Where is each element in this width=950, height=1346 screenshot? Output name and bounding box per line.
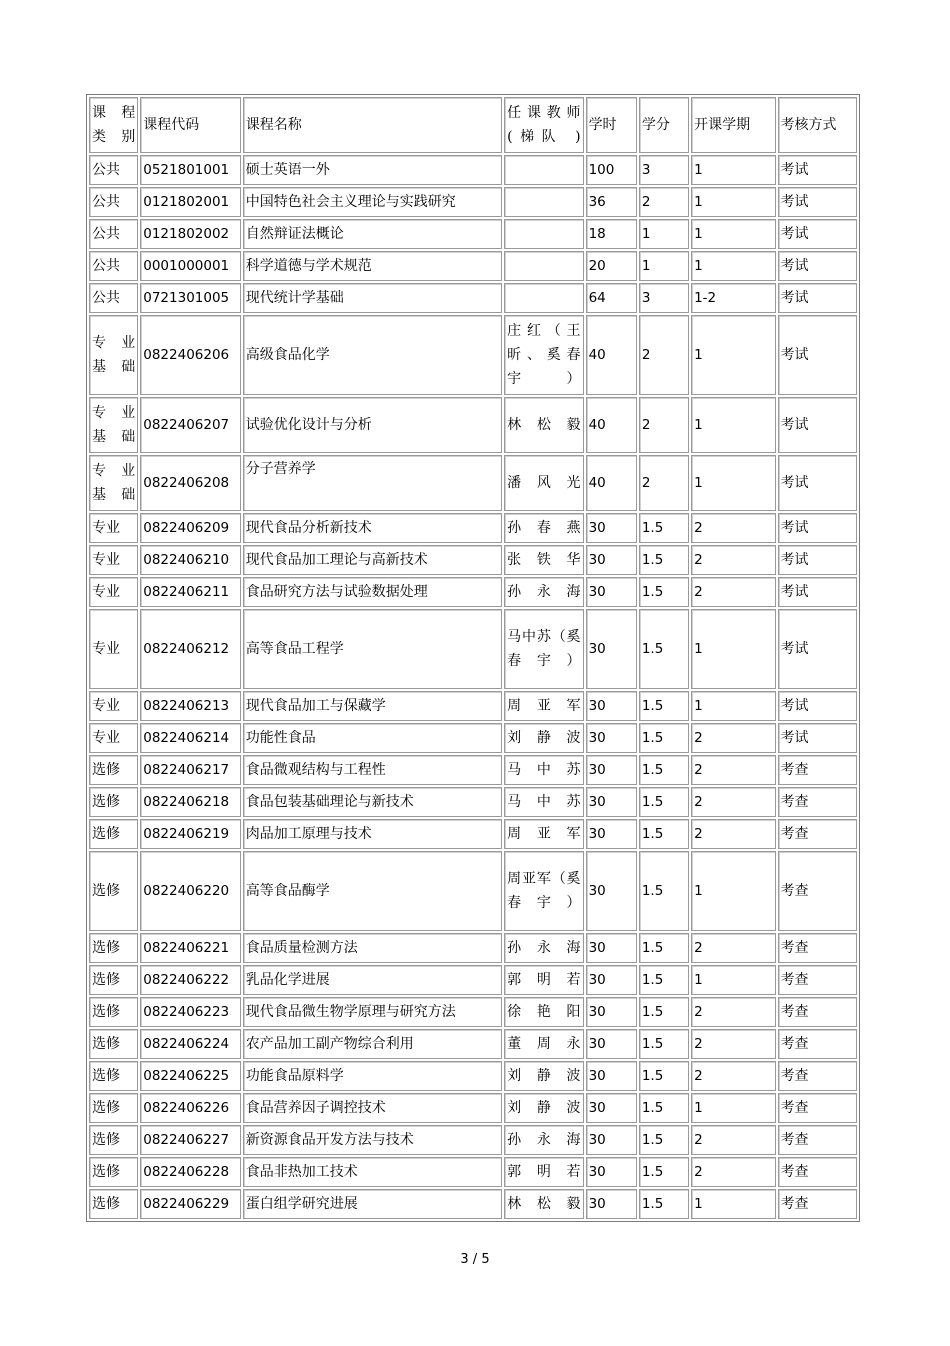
cell-teacher: 马中苏	[504, 787, 583, 817]
cell-hours: 30	[586, 997, 637, 1027]
header-semester: 开课学期	[691, 97, 775, 153]
cell-hours: 30	[586, 965, 637, 995]
cell-category: 公共	[89, 283, 138, 313]
cell-credits: 1.5	[639, 723, 689, 753]
cell-exam: 考试	[778, 187, 857, 217]
table-row	[89, 965, 857, 995]
cell-course-name: 现代统计学基础	[243, 283, 502, 313]
table-row	[89, 1093, 857, 1123]
table-row	[89, 155, 857, 185]
table-row	[89, 755, 857, 785]
cell-hours: 30	[586, 545, 637, 575]
cell-course-code: 0822406223	[140, 997, 241, 1027]
cell-course-code: 0822406224	[140, 1029, 241, 1059]
cell-course-name: 中国特色社会主义理论与实践研究	[243, 187, 502, 217]
cell-exam: 考试	[778, 315, 857, 395]
cell-course-code: 0822406210	[140, 545, 241, 575]
cell-category: 专 业 基础	[89, 315, 138, 395]
table-row	[89, 315, 857, 395]
cell-semester: 2	[691, 819, 775, 849]
cell-teacher: 董周永	[504, 1029, 583, 1059]
table-row	[89, 851, 857, 931]
cell-credits: 1.5	[639, 933, 689, 963]
cell-teacher: 林松毅	[504, 397, 583, 453]
cell-course-name: 现代食品分析新技术	[243, 513, 502, 543]
cell-hours: 30	[586, 577, 637, 607]
cell-credits: 2	[639, 397, 689, 453]
table-row	[89, 1029, 857, 1059]
cell-course-code: 0822406214	[140, 723, 241, 753]
cell-credits: 1.5	[639, 851, 689, 931]
cell-hours: 30	[586, 1189, 637, 1219]
cell-semester: 2	[691, 933, 775, 963]
cell-course-code: 0822406228	[140, 1157, 241, 1187]
cell-exam: 考试	[778, 691, 857, 721]
cell-semester: 2	[691, 545, 775, 575]
cell-teacher: 孙永海	[504, 577, 583, 607]
cell-semester: 2	[691, 577, 775, 607]
cell-course-code: 0822406212	[140, 609, 241, 689]
cell-course-name: 功能食品原料学	[243, 1061, 502, 1091]
cell-category: 选修	[89, 997, 138, 1027]
cell-category: 选修	[89, 1029, 138, 1059]
cell-course-name: 功能性食品	[243, 723, 502, 753]
cell-credits: 1.5	[639, 755, 689, 785]
cell-category: 选修	[89, 1189, 138, 1219]
cell-course-code: 0822406209	[140, 513, 241, 543]
cell-category: 公共	[89, 187, 138, 217]
cell-hours: 30	[586, 1093, 637, 1123]
cell-teacher	[504, 219, 583, 249]
cell-course-name: 新资源食品开发方法与技术	[243, 1125, 502, 1155]
cell-teacher: 周亚军	[504, 819, 583, 849]
cell-course-code: 0822406229	[140, 1189, 241, 1219]
cell-hours: 36	[586, 187, 637, 217]
cell-course-name: 食品微观结构与工程性	[243, 755, 502, 785]
cell-semester: 1	[691, 455, 775, 511]
cell-teacher: 马中苏	[504, 755, 583, 785]
cell-semester: 1	[691, 219, 775, 249]
cell-category: 选修	[89, 1093, 138, 1123]
table-row	[89, 933, 857, 963]
cell-semester: 1	[691, 187, 775, 217]
cell-teacher: 林松毅	[504, 1189, 583, 1219]
table-row	[89, 723, 857, 753]
cell-course-name: 现代食品加工理论与高新技术	[243, 545, 502, 575]
cell-hours: 30	[586, 1125, 637, 1155]
cell-course-code: 0822406221	[140, 933, 241, 963]
cell-teacher: 周亚军（奚春宇）	[504, 851, 583, 931]
cell-course-code: 0822406220	[140, 851, 241, 931]
cell-exam: 考查	[778, 1189, 857, 1219]
cell-course-name: 肉品加工原理与技术	[243, 819, 502, 849]
table-row	[89, 251, 857, 281]
cell-course-name: 食品包装基础理论与新技术	[243, 787, 502, 817]
cell-course-name: 硕士英语一外	[243, 155, 502, 185]
cell-credits: 3	[639, 283, 689, 313]
cell-exam: 考试	[778, 219, 857, 249]
cell-category: 选修	[89, 965, 138, 995]
table-row	[89, 397, 857, 453]
cell-teacher: 孙永海	[504, 933, 583, 963]
cell-teacher: 庄红（王昕、奚春宇）	[504, 315, 583, 395]
cell-category: 公共	[89, 251, 138, 281]
cell-hours: 64	[586, 283, 637, 313]
cell-course-code: 0822406206	[140, 315, 241, 395]
cell-hours: 30	[586, 609, 637, 689]
cell-credits: 1.5	[639, 965, 689, 995]
cell-credits: 1	[639, 251, 689, 281]
cell-credits: 2	[639, 187, 689, 217]
cell-exam: 考试	[778, 513, 857, 543]
table-row	[89, 787, 857, 817]
cell-teacher: 孙永海	[504, 1125, 583, 1155]
cell-category: 选修	[89, 1157, 138, 1187]
cell-semester: 2	[691, 1029, 775, 1059]
cell-course-name: 现代食品加工与保藏学	[243, 691, 502, 721]
cell-category: 选修	[89, 1125, 138, 1155]
course-table-body	[89, 155, 857, 1219]
cell-hours: 20	[586, 251, 637, 281]
cell-hours: 30	[586, 755, 637, 785]
cell-credits: 1.5	[639, 513, 689, 543]
cell-category: 公共	[89, 155, 138, 185]
table-row	[89, 283, 857, 313]
cell-credits: 3	[639, 155, 689, 185]
cell-exam: 考查	[778, 787, 857, 817]
table-row	[89, 1189, 857, 1219]
cell-exam: 考查	[778, 997, 857, 1027]
cell-course-name: 农产品加工副产物综合利用	[243, 1029, 502, 1059]
cell-semester: 1-2	[691, 283, 775, 313]
table-row	[89, 455, 857, 511]
cell-exam: 考查	[778, 819, 857, 849]
cell-semester: 2	[691, 787, 775, 817]
cell-course-name: 食品营养因子调控技术	[243, 1093, 502, 1123]
cell-exam: 考试	[778, 397, 857, 453]
cell-exam: 考试	[778, 577, 857, 607]
cell-category: 选修	[89, 819, 138, 849]
cell-credits: 1.5	[639, 1029, 689, 1059]
table-row	[89, 513, 857, 543]
cell-course-name: 高级食品化学	[243, 315, 502, 395]
cell-category: 选修	[89, 1061, 138, 1091]
cell-semester: 2	[691, 997, 775, 1027]
cell-course-code: 0822406225	[140, 1061, 241, 1091]
cell-semester: 1	[691, 691, 775, 721]
cell-semester: 1	[691, 1093, 775, 1123]
cell-semester: 2	[691, 1125, 775, 1155]
cell-hours: 40	[586, 397, 637, 453]
cell-category: 公共	[89, 219, 138, 249]
cell-hours: 40	[586, 455, 637, 511]
header-category: 课 程 类别	[89, 97, 138, 153]
cell-exam: 考试	[778, 609, 857, 689]
cell-credits: 1.5	[639, 609, 689, 689]
cell-semester: 2	[691, 723, 775, 753]
course-table	[86, 94, 860, 1222]
table-row	[89, 691, 857, 721]
header-credits: 学分	[639, 97, 689, 153]
cell-course-name: 高等食品酶学	[243, 851, 502, 931]
cell-hours: 30	[586, 1029, 637, 1059]
table-row	[89, 1125, 857, 1155]
cell-credits: 2	[639, 455, 689, 511]
cell-category: 专业	[89, 577, 138, 607]
cell-course-code: 0822406219	[140, 819, 241, 849]
cell-exam: 考试	[778, 723, 857, 753]
cell-semester: 1	[691, 315, 775, 395]
header-hours: 学时	[586, 97, 637, 153]
cell-exam: 考查	[778, 1029, 857, 1059]
table-row	[89, 187, 857, 217]
cell-category: 专业	[89, 723, 138, 753]
cell-hours: 100	[586, 155, 637, 185]
cell-category: 选修	[89, 851, 138, 931]
cell-teacher	[504, 187, 583, 217]
cell-credits: 1.5	[639, 1157, 689, 1187]
cell-credits: 1.5	[639, 1061, 689, 1091]
cell-exam: 考查	[778, 1061, 857, 1091]
page-number: 3 / 5	[460, 1252, 490, 1267]
cell-credits: 2	[639, 315, 689, 395]
cell-course-code: 0121802001	[140, 187, 241, 217]
cell-course-name: 高等食品工程学	[243, 609, 502, 689]
table-row	[89, 219, 857, 249]
cell-exam: 考试	[778, 455, 857, 511]
cell-teacher: 张铁华	[504, 545, 583, 575]
cell-teacher: 孙春燕	[504, 513, 583, 543]
cell-semester: 1	[691, 251, 775, 281]
cell-exam: 考试	[778, 251, 857, 281]
cell-category: 专 业 基础	[89, 397, 138, 453]
cell-exam: 考查	[778, 1125, 857, 1155]
cell-teacher	[504, 251, 583, 281]
cell-course-name: 试验优化设计与分析	[243, 397, 502, 453]
cell-hours: 30	[586, 1157, 637, 1187]
table-row	[89, 1157, 857, 1187]
cell-course-code: 0822406208	[140, 455, 241, 511]
cell-semester: 1	[691, 397, 775, 453]
cell-teacher: 郭明若	[504, 1157, 583, 1187]
cell-semester: 1	[691, 965, 775, 995]
cell-credits: 1.5	[639, 1093, 689, 1123]
cell-category: 选修	[89, 755, 138, 785]
cell-course-name: 食品质量检测方法	[243, 933, 502, 963]
header-code: 课程代码	[140, 97, 241, 153]
header-row	[89, 97, 857, 153]
cell-semester: 2	[691, 1157, 775, 1187]
cell-credits: 1.5	[639, 1189, 689, 1219]
table-row	[89, 1061, 857, 1091]
cell-course-code: 0721301005	[140, 283, 241, 313]
cell-category: 选修	[89, 787, 138, 817]
cell-credits: 1.5	[639, 691, 689, 721]
cell-course-code: 0822406218	[140, 787, 241, 817]
table-row	[89, 819, 857, 849]
cell-course-name: 科学道德与学术规范	[243, 251, 502, 281]
cell-credits: 1.5	[639, 545, 689, 575]
cell-hours: 30	[586, 787, 637, 817]
cell-course-code: 0001000001	[140, 251, 241, 281]
cell-semester: 1	[691, 1189, 775, 1219]
cell-exam: 考查	[778, 1093, 857, 1123]
cell-hours: 30	[586, 691, 637, 721]
cell-course-code: 0822406217	[140, 755, 241, 785]
cell-course-code: 0822406226	[140, 1093, 241, 1123]
cell-credits: 1.5	[639, 787, 689, 817]
cell-category: 专业	[89, 545, 138, 575]
header-teacher: 任课教师(梯队 )	[504, 97, 583, 153]
cell-category: 专业	[89, 691, 138, 721]
cell-exam: 考试	[778, 283, 857, 313]
header-name: 课程名称	[243, 97, 502, 153]
cell-teacher: 刘静波	[504, 1061, 583, 1091]
cell-exam: 考查	[778, 965, 857, 995]
cell-course-code: 0822406207	[140, 397, 241, 453]
cell-exam: 考试	[778, 155, 857, 185]
cell-course-name: 食品研究方法与试验数据处理	[243, 577, 502, 607]
cell-category: 专业	[89, 513, 138, 543]
cell-course-code: 0822406227	[140, 1125, 241, 1155]
cell-teacher: 刘静波	[504, 1093, 583, 1123]
cell-teacher: 郭明若	[504, 965, 583, 995]
cell-teacher: 刘静波	[504, 723, 583, 753]
table-row	[89, 545, 857, 575]
cell-hours: 30	[586, 513, 637, 543]
cell-teacher: 周亚军	[504, 691, 583, 721]
cell-course-name: 蛋白组学研究进展	[243, 1189, 502, 1219]
cell-course-name: 食品非热加工技术	[243, 1157, 502, 1187]
cell-semester: 1	[691, 851, 775, 931]
cell-hours: 30	[586, 933, 637, 963]
cell-semester: 2	[691, 513, 775, 543]
cell-course-code: 0121802002	[140, 219, 241, 249]
cell-teacher	[504, 155, 583, 185]
cell-semester: 2	[691, 1061, 775, 1091]
cell-exam: 考试	[778, 545, 857, 575]
cell-hours: 40	[586, 315, 637, 395]
cell-hours: 18	[586, 219, 637, 249]
cell-course-name: 乳品化学进展	[243, 965, 502, 995]
cell-credits: 1.5	[639, 997, 689, 1027]
cell-course-code: 0822406213	[140, 691, 241, 721]
cell-course-name: 分子营养学	[243, 455, 502, 511]
cell-credits: 1.5	[639, 1125, 689, 1155]
cell-course-code: 0822406222	[140, 965, 241, 995]
cell-exam: 考查	[778, 851, 857, 931]
cell-semester: 2	[691, 755, 775, 785]
cell-category: 专 业 基础	[89, 455, 138, 511]
cell-hours: 30	[586, 819, 637, 849]
cell-exam: 考查	[778, 933, 857, 963]
cell-course-name: 自然辩证法概论	[243, 219, 502, 249]
cell-hours: 30	[586, 723, 637, 753]
cell-course-name: 现代食品微生物学原理与研究方法	[243, 997, 502, 1027]
cell-teacher: 潘风光	[504, 455, 583, 511]
header-exam: 考核方式	[778, 97, 857, 153]
table-row	[89, 577, 857, 607]
cell-teacher: 马中苏（奚春宇）	[504, 609, 583, 689]
cell-hours: 30	[586, 1061, 637, 1091]
cell-course-code: 0822406211	[140, 577, 241, 607]
cell-exam: 考查	[778, 1157, 857, 1187]
cell-credits: 1.5	[639, 577, 689, 607]
cell-semester: 1	[691, 609, 775, 689]
cell-credits: 1.5	[639, 819, 689, 849]
table-row	[89, 997, 857, 1027]
table-row	[89, 609, 857, 689]
cell-teacher: 徐艳阳	[504, 997, 583, 1027]
cell-category: 选修	[89, 933, 138, 963]
cell-credits: 1	[639, 219, 689, 249]
cell-exam: 考查	[778, 755, 857, 785]
cell-hours: 30	[586, 851, 637, 931]
cell-semester: 1	[691, 155, 775, 185]
cell-category: 专业	[89, 609, 138, 689]
cell-course-code: 0521801001	[140, 155, 241, 185]
cell-teacher	[504, 283, 583, 313]
